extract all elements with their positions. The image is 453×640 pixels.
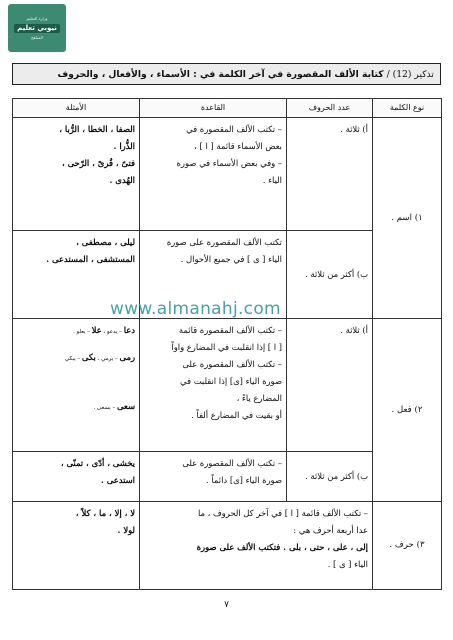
header-count: عدد الحروف [287, 99, 373, 118]
example-word: علا [91, 325, 102, 336]
header-type: نوع الكلمة [373, 99, 442, 118]
example-word: رمى [119, 352, 135, 363]
header-examples: الأمثلة [13, 99, 140, 118]
example-line [17, 349, 135, 368]
examples-noun-a [13, 118, 140, 231]
example-present: – يسعى . [93, 405, 117, 412]
example-line: يخشى ، أدّى ، تمنّى ، [60, 457, 135, 468]
rule-line: أو بقيت في المضارع ألفاً . [191, 410, 282, 421]
rule-line: الياء [ ى ] في جميع الأحوال . [180, 254, 282, 265]
table-row-verb-a [13, 319, 442, 451]
example-line: المستشفى ، المستدعى . [46, 254, 135, 265]
example-present: – يرمي ، [95, 356, 120, 363]
example-line [17, 398, 135, 417]
table-header-row [13, 99, 442, 118]
count-noun-b: ب) أكثر من ثلاثة . [287, 231, 373, 319]
count-verb-a: أ) ثلاثة . [287, 319, 373, 451]
rule-line: – تكتب الألف قائمة [ ا ] في آخر كل الحروف ، ما [197, 507, 368, 518]
rule-verb-b [140, 451, 287, 501]
lesson-title-box [12, 63, 441, 85]
count-verb-b: ب) أكثر من ثلاثة . [287, 451, 373, 501]
rule-line: صورة الياء [ى] دائماً . [206, 474, 282, 485]
rule-line: – تكتب الألف المقصورة على [182, 457, 282, 468]
example-line: فتىً ، قُرىً ، الرّحى ، [61, 158, 135, 168]
rule-line: – تكتب الألف المقصورة في [186, 124, 282, 134]
header-rule: القاعدة [140, 99, 287, 118]
logo-top-text: وزارة التعليم [26, 15, 48, 21]
rule-line: الياء [ ى ] . [327, 558, 368, 569]
table-row-noun-a [13, 118, 442, 231]
type-particle: ٣) حرف . [373, 501, 442, 589]
page-number: ٧ [224, 600, 229, 610]
examples-verb-a [13, 319, 140, 451]
logo-middle-text: نيوبي تعليم [14, 24, 60, 33]
logo [8, 4, 66, 52]
title-main: كتابة الألف المقصورة في آخر الكلمة في : الأسماء ، والأفعال ، والحروف [57, 68, 384, 80]
rule-line: الياء . [262, 175, 282, 185]
rule-line: إلى ، على ، حتى ، بلى . فتكتب الألف على صورة [196, 541, 368, 552]
example-line: لا ، إلا ، ما ، كلاً ، [75, 507, 135, 518]
example-line: ليلى ، مصطفى ، [76, 237, 135, 248]
rule-line: – تكتب الألف المقصورة قائمة [178, 325, 282, 336]
example-line: الذُّرا . [113, 141, 135, 151]
rule-verb-a [140, 319, 287, 451]
example-word: دعا [123, 325, 135, 336]
example-line: لولا . [117, 524, 135, 535]
examples-particle [13, 501, 140, 589]
example-present: – يعلو . [73, 329, 92, 336]
rule-line: صورة الياء [ى] إذا انقلبت في [180, 376, 282, 387]
rule-line: بعض الأسماء قائمة [ ا ] ، [194, 141, 282, 151]
example-line: الصفا ، الخطا ، الرُّبا ، [59, 124, 135, 134]
count-noun-a: أ) ثلاثة . [287, 118, 373, 231]
rule-line: [ ا ] إذا انقلبت في المضارع واواً [171, 342, 282, 353]
rule-line: تكتب الألف المقصورة على صورة [166, 237, 282, 248]
rule-line: – تكتب الألف المقصورة على [182, 359, 282, 370]
watermark-url: www.almanahj.com [110, 299, 281, 319]
rule-particle [140, 501, 373, 589]
example-spacer [17, 368, 135, 398]
rules-table [12, 98, 442, 590]
rule-line: عدا أربعة أحرف هي : [293, 524, 368, 535]
rule-noun-a [140, 118, 287, 231]
example-line: استدعى . [100, 474, 135, 485]
table-row-particle [13, 501, 442, 589]
logo-bottom-text: المناهج [31, 34, 43, 40]
type-verb: ٢) فعل . [373, 319, 442, 501]
example-word: بكى [81, 352, 96, 363]
rule-line: المضارع ياءً ، [236, 393, 282, 404]
example-spacer [17, 341, 135, 349]
examples-verb-b [13, 451, 140, 501]
type-noun: ١) اسم . [373, 118, 442, 319]
example-line [17, 322, 135, 341]
title-prefix: تذكير (12) / [386, 68, 434, 80]
example-word: سعى [116, 401, 135, 412]
example-present: – يدعو ، [101, 329, 124, 336]
example-present: – يبكي [64, 356, 82, 363]
rule-line: – وفي بعض الأسماء في صورة [176, 158, 282, 168]
example-line: الهُدى . [109, 175, 135, 185]
